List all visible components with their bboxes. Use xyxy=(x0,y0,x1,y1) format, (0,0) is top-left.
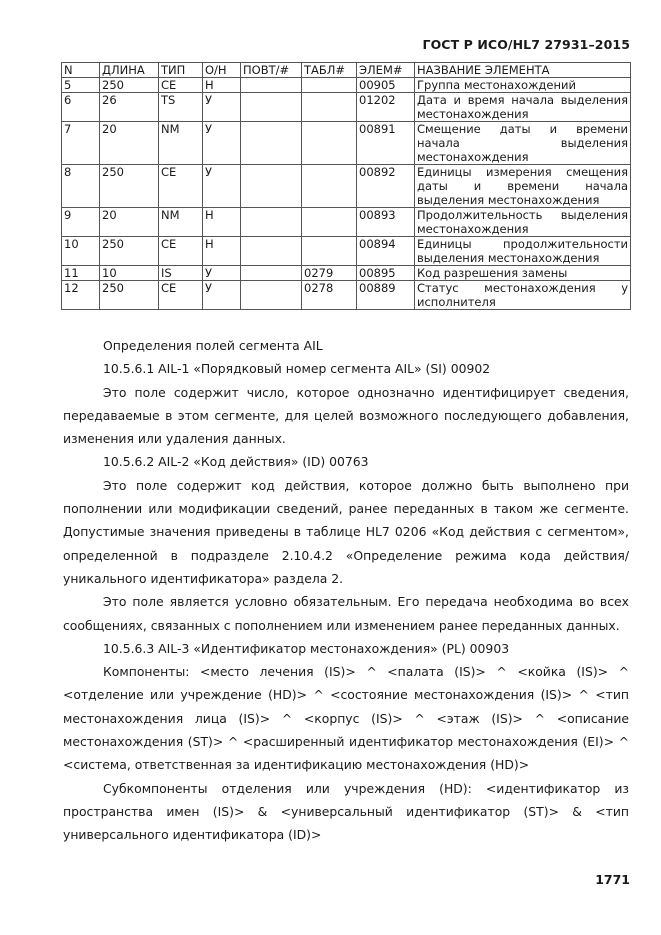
cell-table: 0279 xyxy=(302,266,357,281)
paragraph: Субкомпоненты отделения или учреждения (HD): <идентификатор из пространства имен (IS)> & <универсальный идентификатор (ST)> & <тип универсального идентификатора (ID)> xyxy=(63,780,629,843)
cell-length: 20 xyxy=(100,122,159,165)
field-heading: 10.5.6.2 AIL-2 «Код действия» (ID) 00763 xyxy=(103,454,369,470)
cell-repeat xyxy=(241,266,302,281)
table-row xyxy=(62,237,631,266)
cell-element: 00889 xyxy=(357,281,415,310)
cell-type: TS xyxy=(159,93,203,122)
cell-length: 250 xyxy=(100,281,159,310)
cell-required: Н xyxy=(203,208,241,237)
cell-element-name: Продолжительность выделения местонахождения xyxy=(415,208,631,237)
cell-table xyxy=(302,237,357,266)
cell-length: 10 xyxy=(100,266,159,281)
cell-n: 11 xyxy=(62,266,100,281)
cell-required: У xyxy=(203,165,241,208)
cell-type: NM xyxy=(159,208,203,237)
cell-length: 250 xyxy=(100,237,159,266)
col-header-n: N xyxy=(62,63,100,78)
cell-element-name: Единицы измерения смещения даты и времени начала выделения местонахождения xyxy=(415,165,631,208)
cell-required: У xyxy=(203,122,241,165)
paragraph: Это поле является условно обязательным. Его передача необходима во всех сообщениях, связанных с пополнением или изменением ранее переданных данных. xyxy=(63,594,629,633)
table-row xyxy=(62,281,631,310)
cell-repeat xyxy=(241,93,302,122)
cell-length: 20 xyxy=(100,208,159,237)
cell-table xyxy=(302,122,357,165)
col-header-type: ТИП xyxy=(159,63,203,78)
field-heading: 10.5.6.3 AIL-3 «Идентификатор местонахождения» (PL) 00903 xyxy=(103,640,510,656)
cell-type: CE xyxy=(159,237,203,266)
table-row xyxy=(62,93,631,122)
document-header: ГОСТ Р ИСО/HL7 27931–2015 xyxy=(422,37,630,52)
cell-element: 01202 xyxy=(357,93,415,122)
cell-n: 10 xyxy=(62,237,100,266)
table-header-row xyxy=(62,63,631,78)
cell-n: 5 xyxy=(62,78,100,93)
cell-n: 8 xyxy=(62,165,100,208)
cell-element: 00892 xyxy=(357,165,415,208)
paragraph: Компоненты: <место лечения (IS)> ^ <палата (IS)> ^ <койка (IS)> ^ <отделение или учреждение (HD)> ^ <состояние местонахождения (IS)> ^ <тип местонахождения лица (IS)> ^ <корпус (IS)> ^ <этаж (IS)> ^ <описание местонахождения (ST)> ^ <расширенный идентификатор местонахождения (EI)> ^ <система, ответственная за идентификацию местонахождения (HD)> xyxy=(63,664,629,773)
cell-type: CE xyxy=(159,78,203,93)
segment-fields-table xyxy=(61,62,631,310)
col-header-required: О/Н xyxy=(203,63,241,78)
cell-element: 00893 xyxy=(357,208,415,237)
cell-required: У xyxy=(203,266,241,281)
cell-repeat xyxy=(241,122,302,165)
cell-element: 00895 xyxy=(357,266,415,281)
cell-element-name: Дата и время начала выделения местонахождения xyxy=(415,93,631,122)
cell-table xyxy=(302,165,357,208)
cell-element-name: Статус местонахождения у исполнителя xyxy=(415,281,631,310)
cell-type: CE xyxy=(159,281,203,310)
table-row xyxy=(62,165,631,208)
cell-required: Н xyxy=(203,237,241,266)
cell-type: CE xyxy=(159,165,203,208)
section-title: Определения полей сегмента AIL xyxy=(103,338,323,353)
cell-length: 250 xyxy=(100,78,159,93)
paragraph: Это поле содержит число, которое однозначно идентифицирует сведения, передаваемые в этом сегменте, для целей возможного последующего добавления, изменения или удаления данных. xyxy=(63,384,629,447)
cell-table xyxy=(302,93,357,122)
cell-element: 00905 xyxy=(357,78,415,93)
cell-table: 0278 xyxy=(302,281,357,310)
cell-element-name: Единицы продолжительности выделения местонахождения xyxy=(415,237,631,266)
cell-type: NM xyxy=(159,122,203,165)
cell-element: 00894 xyxy=(357,237,415,266)
table-row xyxy=(62,122,631,165)
cell-n: 12 xyxy=(62,281,100,310)
cell-type: IS xyxy=(159,266,203,281)
document-body xyxy=(63,334,629,847)
field-heading: 10.5.6.1 AIL-1 «Порядковый номер сегмента AIL» (SI) 00902 xyxy=(103,361,491,377)
table-row xyxy=(62,266,631,281)
cell-n: 6 xyxy=(62,93,100,122)
cell-element-name: Группа местонахождений xyxy=(415,78,631,93)
page-number: 1771 xyxy=(595,872,630,887)
cell-element-name: Смещение даты и времени начала выделения местонахождения xyxy=(415,122,631,165)
cell-repeat xyxy=(241,208,302,237)
cell-length: 250 xyxy=(100,165,159,208)
cell-table xyxy=(302,208,357,237)
cell-repeat xyxy=(241,165,302,208)
col-header-table: ТАБЛ# xyxy=(302,63,357,78)
cell-repeat xyxy=(241,78,302,93)
cell-repeat xyxy=(241,281,302,310)
col-header-length: ДЛИНА xyxy=(100,63,159,78)
table-row xyxy=(62,78,631,93)
cell-table xyxy=(302,78,357,93)
cell-length: 26 xyxy=(100,93,159,122)
table-row xyxy=(62,208,631,237)
paragraph: Это поле содержит код действия, которое должно быть выполнено при пополнении или модификации сведений, ранее переданных в таком же сегменте. Допустимые значения приведены в таблице HL7 0206 «Код действия с сегментом», определенной в подразделе 2.10.4.2 «Определение режима кода действия/уникального идентификатора» раздела 2. xyxy=(63,477,629,586)
cell-n: 7 xyxy=(62,122,100,165)
col-header-element: ЭЛЕМ# xyxy=(357,63,415,78)
cell-required: Н xyxy=(203,78,241,93)
cell-required: У xyxy=(203,93,241,122)
cell-required: У xyxy=(203,281,241,310)
cell-element: 00891 xyxy=(357,122,415,165)
cell-repeat xyxy=(241,237,302,266)
col-header-repeat: ПОВТ/# xyxy=(241,63,302,78)
col-header-element-name: НАЗВАНИЕ ЭЛЕМЕНТА xyxy=(415,63,631,78)
cell-n: 9 xyxy=(62,208,100,237)
cell-element-name: Код разрешения замены xyxy=(415,266,631,281)
